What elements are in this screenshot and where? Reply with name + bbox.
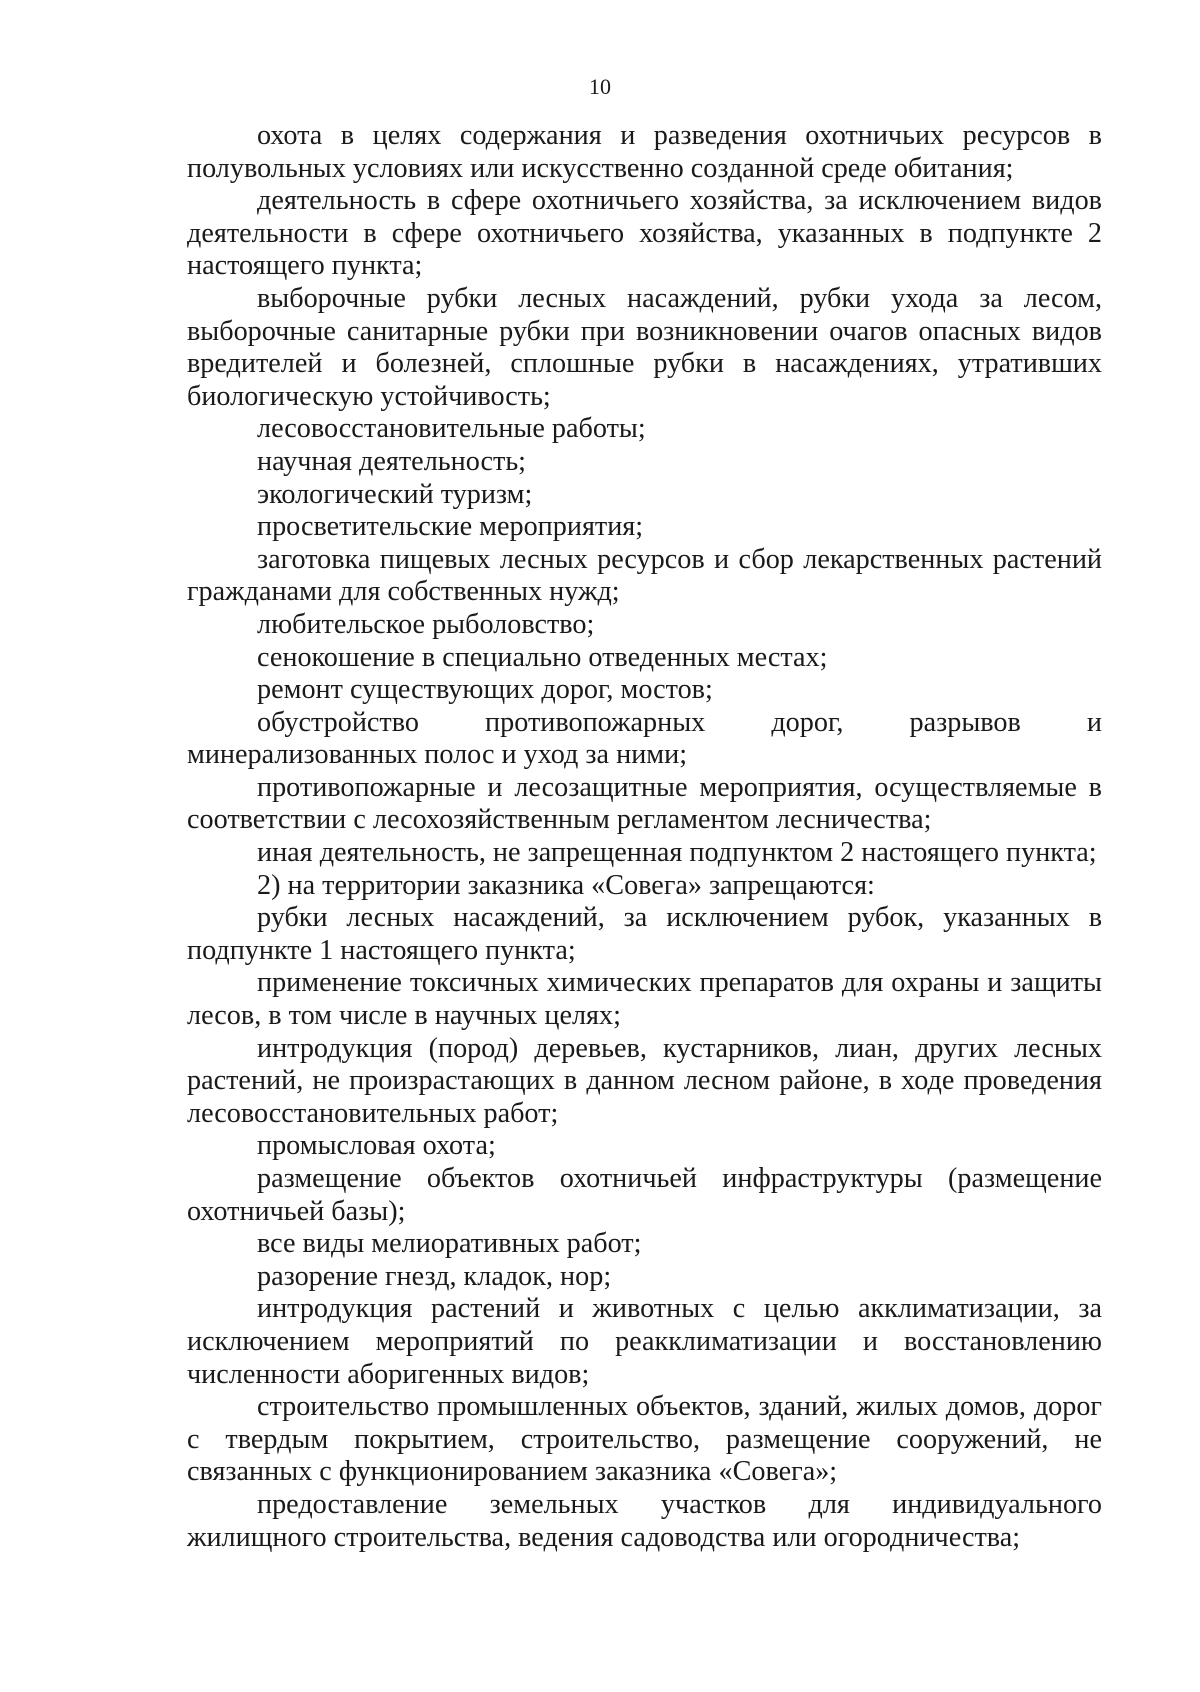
paragraph: интродукция (пород) деревьев, кустарников, лиан, других лесных растений, не произрастающих в данном лесном районе, в ходе проведения лесовосстановительных работ;: [187, 1032, 1102, 1129]
paragraph: любительское рыболовство;: [257, 608, 595, 640]
paragraph: выборочные рубки лесных насаждений, рубки ухода за лесом, выборочные санитарные рубки при возникновении очагов опасных видов вредителей и болезней, сплошные рубки в насаждениях, утративших биологическую устойчивость;: [187, 282, 1102, 412]
paragraph: деятельность в сфере охотничьего хозяйства, за исключением видов деятельности в сфере охотничьего хозяйства, указанных в подпункте 2 настоящего пункта;: [187, 185, 1102, 282]
paragraph: размещение объектов охотничьей инфраструктуры (размещение охотничьей базы);: [187, 1163, 1102, 1227]
paragraph: предоставление земельных участков для индивидуального жилищного строительства, ведения садоводства или огородничества;: [187, 1488, 1102, 1553]
paragraph: охота в целях содержания и разведения охотничьих ресурсов в полувольных условиях или искусственно созданной среде обитания;: [187, 120, 1102, 184]
paragraph: лесовосстановительные работы;: [257, 413, 646, 445]
paragraph: сенокошение в специально отведенных местах;: [257, 641, 828, 673]
paragraph: 2) на территории заказника «Совега» запрещаются:: [257, 869, 875, 901]
paragraph: противопожарные и лесозащитные мероприятия, осуществляемые в соответствии с лесохозяйственным регламентом лесничества;: [187, 771, 1102, 836]
paragraph: строительство промышленных объектов, зданий, жилых домов, дорог с твердым покрытием, строительство, размещение сооружений, не связанных с функционированием заказника «Совега»;: [187, 1391, 1102, 1488]
paragraph: просветительские мероприятия;: [257, 511, 644, 543]
paragraph: экологический туризм;: [257, 478, 533, 510]
paragraph: заготовка пищевых лесных ресурсов и сбор лекарственных растений гражданами для собственных нужд;: [187, 543, 1102, 608]
paragraph: рубки лесных насаждений, за исключением рубок, указанных в подпункте 1 настоящего пункта;: [187, 902, 1102, 966]
paragraph: промысловая охота;: [257, 1130, 496, 1162]
paragraph: разорение гнезд, кладок, нор;: [257, 1260, 612, 1292]
document-body: [187, 120, 1102, 1554]
paragraph: все виды мелиоративных работ;: [257, 1228, 642, 1260]
page-number: 10: [589, 74, 611, 99]
paragraph: обустройство противопожарных дорог, разрывов и минерализованных полос и уход за ними;: [187, 706, 1102, 771]
paragraph: ремонт существующих дорог, мостов;: [257, 674, 713, 706]
paragraph: иная деятельность, не запрещенная подпунктом 2 настоящего пункта;: [257, 837, 1097, 869]
paragraph: применение токсичных химических препаратов для охраны и защиты лесов, в том числе в научных целях;: [187, 967, 1102, 1032]
paragraph: интродукция растений и животных с целью акклиматизации, за исключением мероприятий по реакклиматизации и восстановлению численности аборигенных видов;: [187, 1293, 1102, 1390]
paragraph: научная деятельность;: [257, 445, 527, 477]
